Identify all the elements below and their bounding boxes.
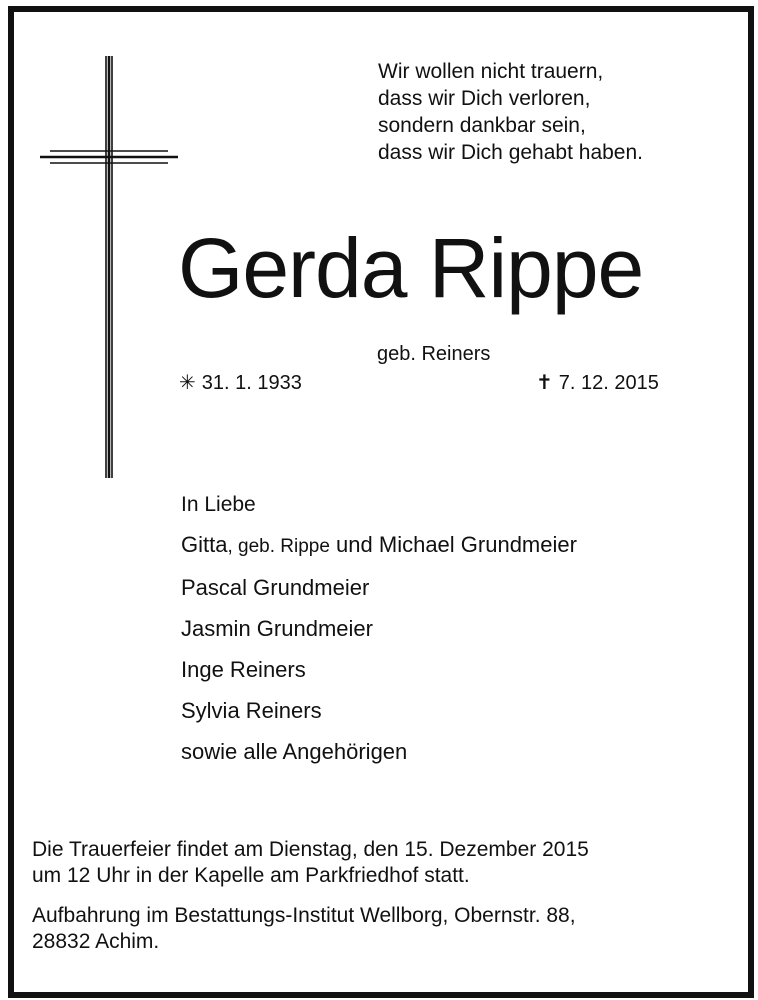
cross-icon — [38, 56, 180, 478]
mourner: Sylvia Reiners — [181, 698, 322, 723]
mourner: Pascal Grundmeier — [181, 575, 370, 600]
mourner: Jasmin Grundmeier — [181, 616, 373, 641]
ceremony-line: Die Trauerfeier findet am Dienstag, den 15. Dezember 2015 — [32, 838, 589, 861]
mourner — [181, 532, 721, 560]
mourner-name: und Michael Grundmeier — [329, 532, 577, 557]
deceased-name: Gerda Rippe — [178, 221, 644, 315]
maiden-name: geb. Reiners — [377, 343, 491, 365]
ceremony-line: um 12 Uhr in der Kapelle am Parkfriedhof statt. — [32, 864, 470, 887]
mourner-maiden-note: , geb. Rippe — [227, 536, 330, 557]
poem-line: dass wir Dich gehabt haben. — [378, 141, 643, 164]
viewing-paragraph — [32, 903, 732, 955]
viewing-line: Aufbahrung im Bestattungs-Institut Wellborg, Obernstr. 88, — [32, 904, 576, 927]
mourner: sowie alle Angehörigen — [181, 739, 408, 764]
mourner: Inge Reiners — [181, 657, 306, 682]
poem — [378, 58, 718, 166]
death-cross-icon: ✝ — [536, 372, 553, 394]
poem-line: dass wir Dich verloren, — [378, 87, 591, 110]
mourner-name: Gitta — [181, 532, 228, 557]
viewing-line: 28832 Achim. — [32, 930, 160, 953]
death-date: 7. 12. 2015 — [558, 372, 659, 394]
poem-line: Wir wollen nicht trauern, — [378, 60, 604, 83]
birth-star-icon: ✳ — [179, 372, 196, 394]
death-date-line — [536, 371, 659, 395]
birth-date: 31. 1. 1933 — [201, 372, 302, 394]
ceremony-paragraph — [32, 837, 732, 889]
birth-date-line — [179, 371, 302, 395]
poem-line: sondern dankbar sein, — [378, 114, 586, 137]
mourners-intro: In Liebe — [181, 493, 256, 516]
ceremony-info — [32, 837, 732, 969]
mourners-list — [181, 492, 721, 780]
obituary-notice — [8, 6, 754, 998]
